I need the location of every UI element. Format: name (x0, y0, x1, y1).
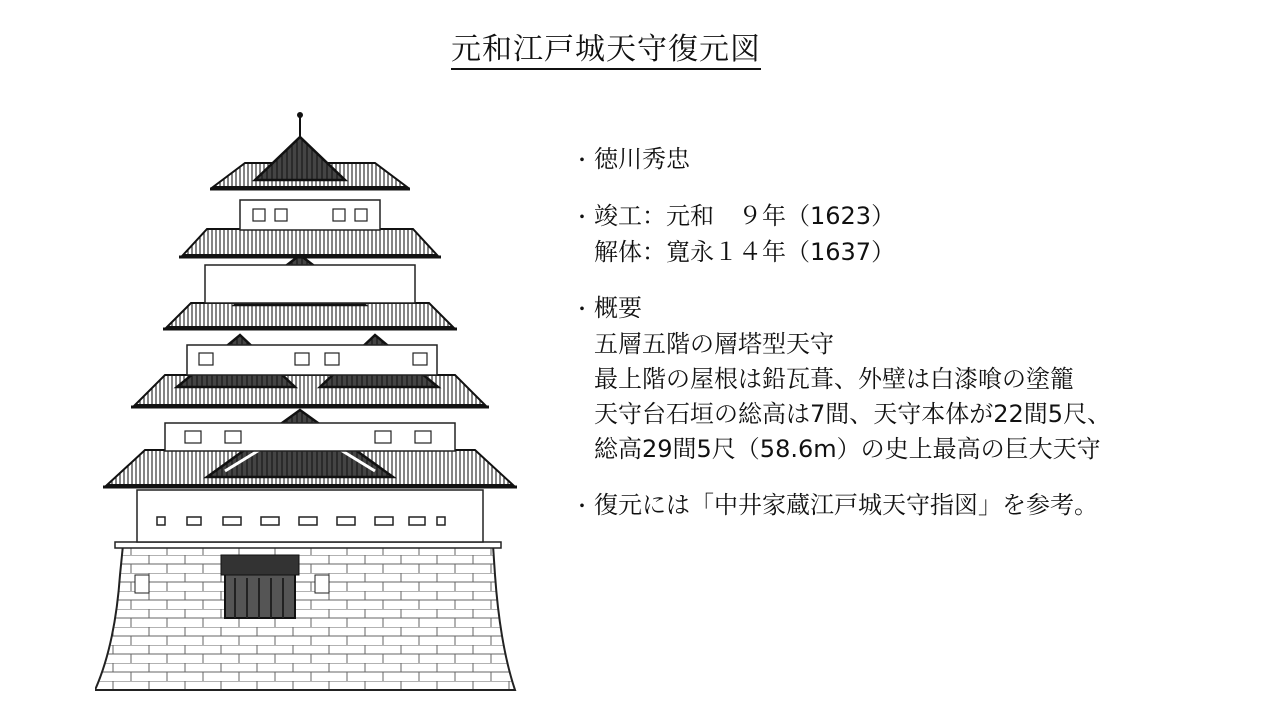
section-reference (572, 488, 1262, 524)
demolition-text: 解体：寛永１４年（1637） (594, 238, 896, 266)
section-overview (572, 291, 1262, 467)
section-dates (572, 199, 1262, 270)
bullet: ・ (572, 148, 592, 172)
bullet: ・ (572, 494, 592, 518)
list-item (572, 488, 1262, 524)
reference-text: 復元には「中井家蔵江戸城天守指図」を参考。 (594, 491, 1098, 519)
section-builder (572, 142, 1262, 178)
list-item (572, 291, 1262, 327)
overview-line: 総高29間5尺（58.6m）の史上最高の巨大天守 (594, 435, 1101, 463)
bullet: ・ (572, 205, 592, 229)
page-title (0, 28, 1212, 72)
overview-line: 最上階の屋根は鉛瓦葺、外壁は白漆喰の塗籠 (594, 365, 1074, 393)
castle-tenshu-drawing-icon (95, 105, 525, 697)
overview-line: 五層五階の層塔型天守 (594, 330, 834, 358)
page-title-text: 元和江戸城天守復元図 (451, 32, 761, 70)
overview-line: 天守台石垣の総高は7間、天守本体が22間5尺、 (594, 400, 1112, 428)
completion-text: 竣工：元和 ９年（1623） (594, 202, 896, 230)
overview-heading: 概要 (594, 294, 642, 322)
builder-text: 徳川秀忠 (594, 145, 690, 173)
bullet: ・ (572, 297, 592, 321)
list-item (572, 142, 1262, 178)
list-item (572, 199, 1262, 235)
info-panel (572, 142, 1262, 545)
